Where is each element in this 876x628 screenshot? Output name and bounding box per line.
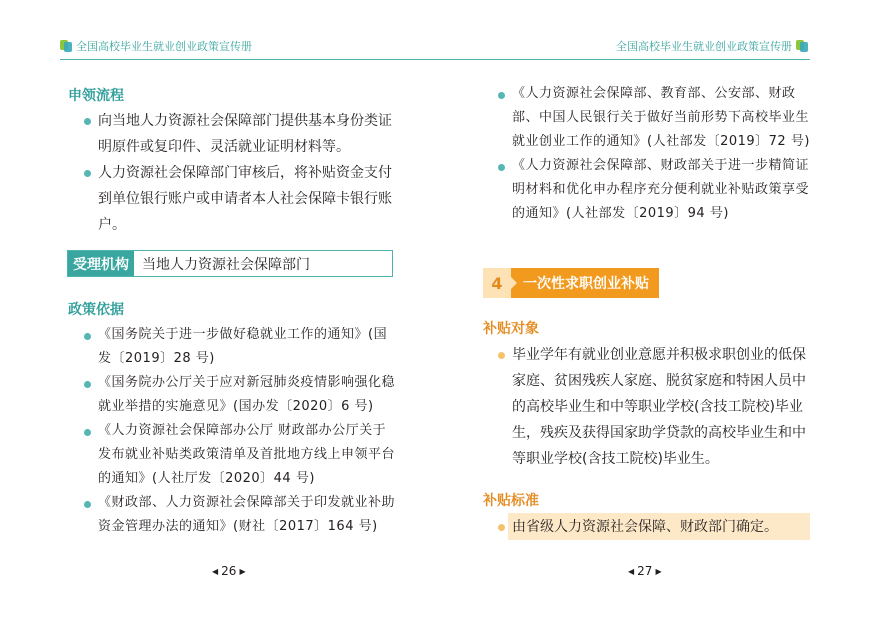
- process-list: [78, 108, 396, 238]
- basis-list: [78, 323, 396, 539]
- bullet-icon: [84, 333, 91, 340]
- triangle-left-icon: ◀: [212, 566, 219, 576]
- agency-value: 当地人力资源社会保障部门: [142, 256, 310, 273]
- bullet-icon: [498, 352, 505, 359]
- agency-label: 受理机构: [68, 251, 134, 276]
- section-banner: [483, 268, 659, 298]
- standard-heading: 补贴标准: [483, 493, 539, 509]
- bullet-icon: [498, 92, 505, 99]
- bullet-icon: [84, 170, 91, 177]
- page-number-left: ◀ 26 ▶: [212, 564, 246, 578]
- list-item: 《国务院办公厅关于应对新冠肺炎疫情影响强化稳就业举措的实施意见》(国办发〔2020〕6 号): [78, 371, 396, 419]
- list-item: 毕业学年有就业创业意愿并积极求职创业的低保家庭、贫困残疾人家庭、脱贫家庭和特困人员中的高校毕业生和中等职业学校(含技工院校)毕业生，残疾及获得国家助学贷款的高校毕业生和中等职业学校(含技工院校)毕业生。: [492, 342, 812, 472]
- bullet-icon: [84, 501, 91, 508]
- triangle-right-icon: ▶: [655, 566, 662, 576]
- section-number: 4: [483, 268, 511, 298]
- bullet-icon: [498, 524, 505, 531]
- left-header-title: 全国高校毕业生就业创业政策宣传册: [76, 40, 252, 53]
- right-header: [616, 36, 808, 56]
- right-header-title: 全国高校毕业生就业创业政策宣传册: [616, 40, 792, 53]
- left-header: [60, 36, 252, 56]
- list-item: 《国务院关于进一步做好稳就业工作的通知》(国发〔2019〕28 号): [78, 323, 396, 371]
- list-item: 《人力资源社会保障部、财政部关于进一步精简证明材料和优化申办程序充分便利就业补贴政策享受的通知》(人社部发〔2019〕94 号): [492, 154, 810, 226]
- target-list: [492, 342, 812, 472]
- section-title: 一次性求职创业补贴: [511, 268, 659, 298]
- list-item: 人力资源社会保障部门审核后，将补贴资金支付到单位银行账户或申请者本人社会保障卡银行账户。: [78, 160, 396, 238]
- basis-heading: 政策依据: [68, 302, 124, 318]
- brochure-logo-icon: [60, 40, 72, 52]
- basis-list-continued: [492, 82, 810, 226]
- process-heading: 申领流程: [68, 88, 124, 104]
- triangle-left-icon: ◀: [628, 566, 635, 576]
- page-number-right: ◀ 27 ▶: [628, 564, 662, 578]
- list-item: 由省级人力资源社会保障、财政部门确定。: [492, 514, 812, 540]
- bullet-icon: [498, 164, 505, 171]
- bullet-icon: [84, 429, 91, 436]
- target-heading: 补贴对象: [483, 321, 539, 337]
- triangle-right-icon: ▶: [239, 566, 246, 576]
- right-page: [438, 0, 876, 628]
- left-header-rule: [60, 59, 438, 60]
- list-item: 《人力资源社会保障部、教育部、公安部、财政部、中国人民银行关于做好当前形势下高校毕业生就业创业工作的通知》(人社部发〔2019〕72 号): [492, 82, 810, 154]
- agency-box: [67, 250, 393, 277]
- bullet-icon: [84, 381, 91, 388]
- right-header-rule: [438, 59, 810, 60]
- bullet-icon: [84, 118, 91, 125]
- list-item: 向当地人力资源社会保障部门提供基本身份类证明原件或复印件、灵活就业证明材料等。: [78, 108, 396, 160]
- standard-list: [492, 514, 812, 540]
- list-item: 《财政部、人力资源社会保障部关于印发就业补助资金管理办法的通知》(财社〔2017〕164 号): [78, 491, 396, 539]
- brochure-logo-icon: [796, 40, 808, 52]
- list-item: 《人力资源社会保障部办公厅 财政部办公厅关于发布就业补贴类政策清单及首批地方线上申领平台的通知》(人社厅发〔2020〕44 号): [78, 419, 396, 491]
